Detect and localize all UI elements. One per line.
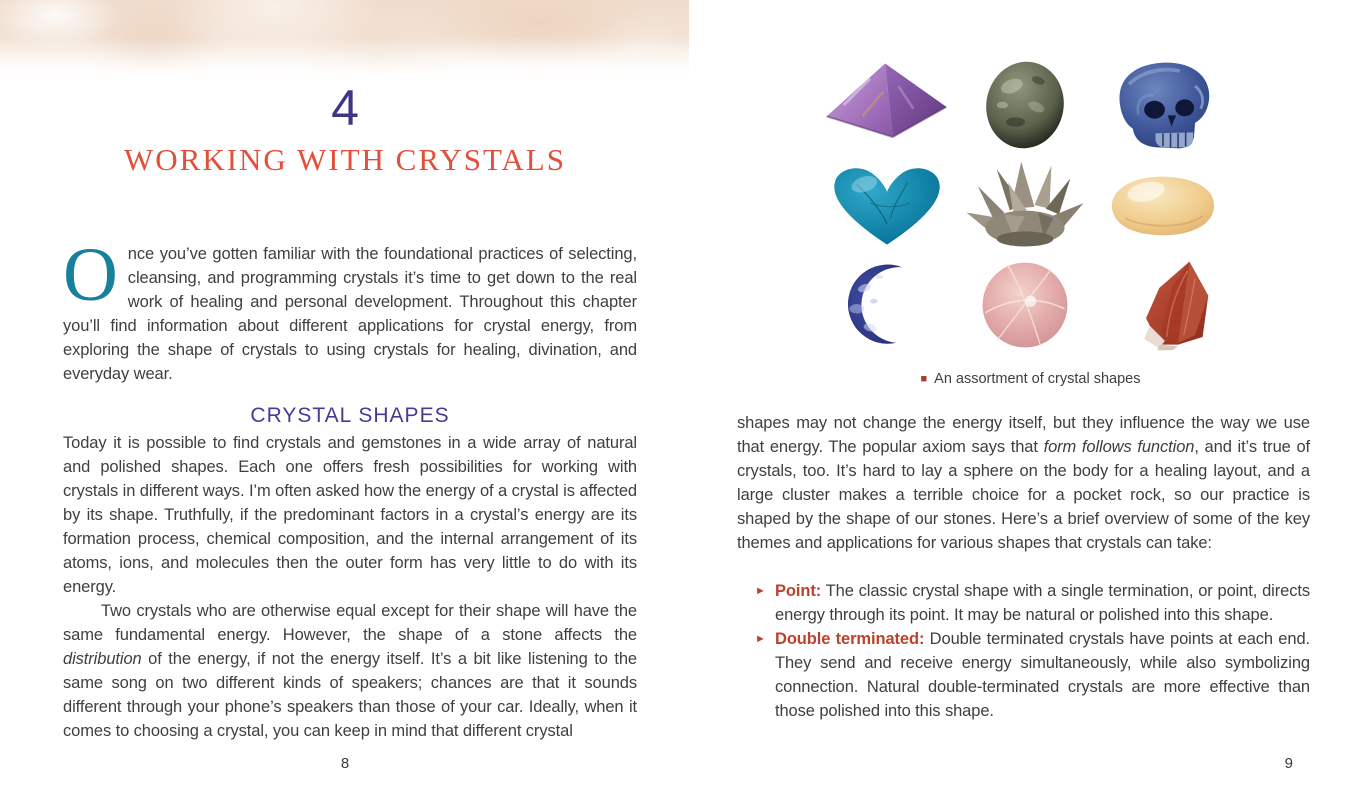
section-heading: CRYSTAL SHAPES bbox=[250, 404, 450, 427]
teal-heart-stone bbox=[818, 155, 956, 255]
intro-paragraph bbox=[63, 233, 637, 386]
page-number-right: 9 bbox=[1284, 755, 1293, 772]
paragraph-shapes-energy: shapes may not change the energy itself, but they influence the way we use that energy. The popular axiom says that form follows function, and it’s true of crystals, too. It’s hard to lay a sphere on the body for a healing layout, and a large cluster makes a terrible choice for a pocket rock, so our practice is shaped by the shape of our stones. Here’s a brief overview of some of the key themes and applications for various shapes that crystals can take: bbox=[737, 414, 1310, 552]
chapter-number: 4 bbox=[331, 80, 359, 136]
green-mottled-egg-stone bbox=[956, 55, 1094, 155]
triangle-bullet-icon: ► bbox=[755, 585, 766, 597]
list-item-text: Double terminated crystals have points at each end. They send and receive energy simultaneously, while also symbolizing connection. Natural double-terminated crystals are more effective than those polished into this shape. bbox=[775, 630, 1311, 720]
list-item-double-terminated bbox=[737, 627, 1310, 723]
rose-quartz-star-sphere bbox=[956, 255, 1094, 355]
right-page bbox=[690, 0, 1371, 800]
header-crystal-texture-image bbox=[0, 0, 689, 76]
crystal-shapes-figure bbox=[818, 55, 1232, 355]
red-crystal-point bbox=[1094, 255, 1232, 355]
triangle-bullet-icon: ► bbox=[755, 633, 766, 645]
crystal-shape-list bbox=[737, 579, 1310, 723]
drop-cap: O bbox=[63, 233, 118, 317]
paragraph-two-crystals: Two crystals who are otherwise equal except for their shape will have the same fundamental energy. However, the shape of a stone affects the distribution of the energy, if not the energy itself. It’s a bit like listening to the same song on two different kinds of speakers; chances are that it sounds different through your phone’s speakers than those of your car. Ideally, when it comes to choosing a crystal, you can keep in mind that different crystal bbox=[63, 602, 637, 740]
intro-text: nce you’ve gotten familiar with the foundational practices of selecting, cleansing, and programming crystals it’s time to get down to the real work of healing and personal development. Throughout this chapter you’ll find information about different applications for crystal energy, from exploring the shape of crystals to using crystals for healing, divination, and everyday wear. bbox=[63, 245, 637, 383]
list-item-label: Double terminated: bbox=[775, 630, 925, 648]
purple-pyramid-crystal bbox=[818, 55, 956, 155]
list-item-text: The classic crystal shape with a single termination, or point, directs energy through its point. It may be natural or polished into this shape. bbox=[775, 582, 1310, 624]
square-bullet-icon: ■ bbox=[920, 373, 928, 385]
lapis-skull-carving bbox=[1094, 55, 1232, 155]
gray-crystal-cluster bbox=[956, 155, 1094, 255]
blue-crescent-moon-stone bbox=[818, 255, 956, 355]
paragraph-crystal-shapes: Today it is possible to find crystals and gemstones in a wide array of natural and polished shapes. Each one offers fresh possibilities for working with crystals in different ways. I’m often asked how the energy of a crystal is affected by its shape. Truthfully, if the predominant factors in a crystal’s energy are its formation process, chemical composition, and the internal arrangement of its atoms, ions, and molecules then the outer form has very little to do with its energy. bbox=[63, 434, 637, 596]
chapter-title: WORKING WITH CRYSTALS bbox=[124, 142, 566, 177]
list-item-point bbox=[737, 579, 1310, 627]
figure-caption-text: An assortment of crystal shapes bbox=[934, 371, 1141, 387]
page-number-left: 8 bbox=[340, 755, 350, 772]
yellow-tumbled-stone bbox=[1094, 155, 1232, 255]
figure-caption bbox=[690, 371, 1371, 387]
right-text-column bbox=[737, 411, 1310, 723]
left-text-column bbox=[63, 233, 637, 743]
list-item-label: Point: bbox=[775, 582, 822, 600]
